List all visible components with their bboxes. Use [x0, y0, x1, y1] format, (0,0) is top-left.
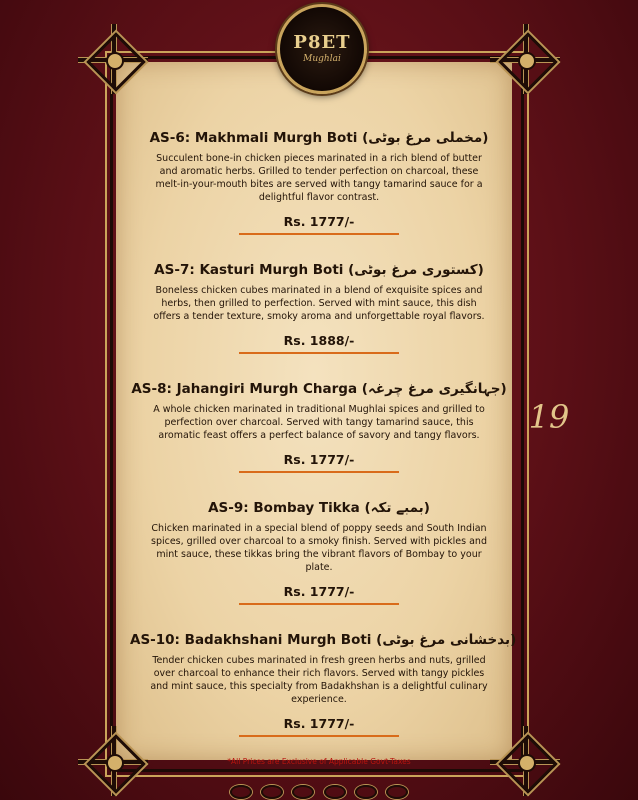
menu-item [130, 262, 508, 354]
price-underline [239, 735, 399, 737]
price-underline [239, 471, 399, 473]
bottom-scroll-ornament-icon [230, 784, 408, 800]
menu-item-price: Rs. 1777/- [283, 584, 355, 599]
menu-item-price: Rs. 1777/- [283, 214, 355, 229]
corner-ornament-icon [490, 726, 560, 796]
menu-item-title: AS-9: Bombay Tikka (بمبے تکہ) [208, 500, 430, 516]
menu-item [130, 632, 517, 737]
menu-item [130, 130, 508, 235]
menu-item-title: AS-8: Jahangiri Murgh Charga (جہانگیری مرغ چرغہ) [131, 381, 507, 397]
price-underline [239, 352, 399, 354]
corner-ornament-icon [490, 24, 560, 94]
restaurant-logo [277, 4, 367, 94]
menu-item-price: Rs. 1888/- [283, 333, 355, 348]
menu-item-title: AS-7: Kasturi Murgh Boti (کستوری مرغ بوٹی) [154, 262, 484, 278]
logo-name: P8ET [293, 32, 351, 53]
page-number: 19 [528, 398, 570, 436]
menu-item [130, 500, 508, 605]
menu-item-description: Boneless chicken cubes marinated in a blend of exquisite spices and herbs, then grilled to perfection. Served with mint sauce, this dish offers a tender texture, smoky aroma and unforgettable royal flavors. [153, 285, 485, 322]
menu-item-description: A whole chicken marinated in traditional Mughlai spices and grilled to perfection over charcoal. Served with tangy tamarind sauce, this aromatic feast offers a perfect balance of savory and tangy flavors. [153, 404, 485, 441]
menu-item-price: Rs. 1777/- [283, 452, 355, 467]
menu-item-title: AS-10: Badakhshani Murgh Boti (بدخشانی مرغ بوٹی) [130, 632, 517, 648]
menu-item-price: Rs. 1777/- [283, 716, 355, 731]
corner-ornament-icon [78, 726, 148, 796]
menu-item-description: Succulent bone-in chicken pieces marinated in a rich blend of butter and aromatic herbs. Grilled to tender perfection on charcoal, these melt-in-your-mouth bites are served with tangy tamarind sauce for a delightful flavor contrast. [155, 153, 483, 203]
menu-items [130, 130, 517, 764]
corner-ornament-icon [78, 24, 148, 94]
price-underline [239, 603, 399, 605]
menu-item-description: Tender chicken cubes marinated in fresh green herbs and nuts, grilled over charcoal to enhance their rich flavors. Served with tangy pickles and mint sauce, this specialty from Badakhshan is a delightful culinary experience. [150, 655, 488, 705]
price-underline [239, 233, 399, 235]
menu-item [130, 381, 508, 473]
menu-item-title: AS-6: Makhmali Murgh Boti (مخملی مرغ بوٹی) [149, 130, 489, 146]
menu-item-description: Chicken marinated in a special blend of poppy seeds and South Indian spices, grilled over charcoal to a smoky finish. Served with pickles and mint sauce, these tikkas bring the vibrant flavors of Bombay to your plate. [151, 523, 487, 573]
logo-subtitle: Mughlai [303, 54, 341, 64]
tax-footnote: *All Prices are Exclusive of Applicable Govt-Taxes [227, 757, 411, 766]
